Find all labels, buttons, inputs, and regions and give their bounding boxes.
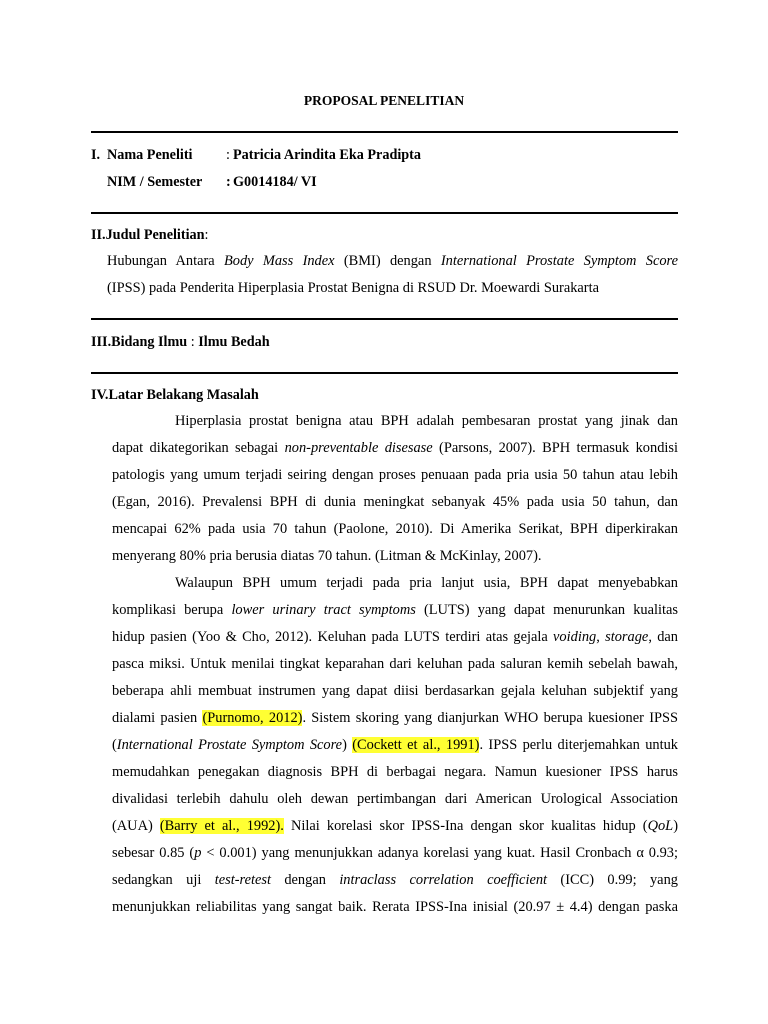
text-run-italic: International Prostate Symptom Score (440, 253, 678, 269)
text-run-italic: lower urinary tract symptoms (231, 602, 416, 618)
bidang-separator: : (187, 334, 199, 350)
paragraph-line: patologis yang umum terjadi seiring dengan proses penuaan pada pria usia 50 tahun atau lebih (112, 467, 678, 483)
text-run: , (596, 629, 606, 645)
text-run: Nilai korelasi skor IPSS-Ina dengan skor kualitas hidup ( (283, 818, 648, 834)
text-run: (Parsons, 2007). BPH termasuk kondisi (432, 440, 678, 456)
section-number: I. (91, 147, 101, 163)
paragraph-line (112, 845, 678, 862)
horizontal-rule (91, 372, 678, 374)
text-run: (AUA) (112, 818, 160, 834)
document-title: PROPOSAL PENELITIAN (303, 93, 465, 108)
bidang-value: Ilmu Bedah (198, 334, 270, 350)
text-run: dapat dikategorikan sebagai (112, 440, 285, 456)
text-run: , dan (648, 629, 678, 645)
text-run-italic: QoL (647, 818, 674, 834)
text-run: ( (112, 737, 117, 753)
paragraph-line: beberapa ahli membuat instrumen yang dapat diisi berdasarkan gejala keluhan subjektif yang (112, 683, 678, 699)
nim-separator: : (226, 174, 231, 190)
paragraph-line: divalidasi terlebih dahulu oleh dewan pertimbangan dari American Urological Association (112, 791, 678, 807)
paragraph-line: menyerang 80% pria berusia diatas 70 tahun. (Litman & McKinlay, 2007). (112, 548, 542, 564)
paragraph-line (112, 602, 678, 619)
paragraph-line: Walaupun BPH umum terjadi pada pria lanjut usia, BPH dapat menyebabkan (175, 575, 678, 591)
text-run-italic: p (194, 845, 202, 861)
judul-heading-colon: : (204, 227, 209, 243)
judul-heading (91, 227, 208, 244)
text-run: sedangkan uji (112, 872, 215, 888)
researcher-name-row (91, 147, 421, 164)
name-value: Patricia Arindita Eka Pradipta (233, 147, 421, 163)
judul-heading-text: II.Judul Penelitian (91, 227, 205, 243)
text-run: sebesar 0.85 ( (112, 845, 195, 861)
text-run-italic: voiding (553, 629, 597, 645)
highlighted-citation: (Purnomo, 2012) (202, 710, 303, 726)
highlighted-citation: (Cockett et al., 1991) (352, 737, 480, 753)
text-run-italic: intraclass correlation coefficient (339, 872, 548, 888)
paragraph-line (112, 629, 678, 646)
judul-line-2: (IPSS) pada Penderita Hiperplasia Prostat Benigna di RSUD Dr. Moewardi Surakarta (107, 280, 599, 296)
text-run: ) (673, 818, 678, 834)
paragraph-line: (Egan, 2016). Prevalensi BPH di dunia meningkat sebanyak 45% pada usia 50 tahun, dan (112, 494, 678, 510)
horizontal-rule (91, 131, 678, 133)
text-run: . Sistem skoring yang dianjurkan WHO berupa kuesioner IPSS (302, 710, 678, 726)
paragraph-line (112, 818, 678, 835)
text-run: hidup pasien (Yoo & Cho, 2012). Keluhan pada LUTS terdiri atas gejala (112, 629, 554, 645)
text-run-italic: test-retest (214, 872, 271, 888)
text-run: ) (342, 737, 353, 753)
paragraph-line (112, 710, 678, 727)
text-run-italic: International Prostate Symptom Score (116, 737, 343, 753)
text-run: . IPSS perlu diterjemahkan untuk (479, 737, 678, 753)
paragraph-line: pasca miksi. Untuk menilai tingkat keparahan dari keluhan pada saluran kemih sebelah bawah, (112, 656, 678, 672)
name-label: Nama Peneliti (107, 147, 193, 163)
horizontal-rule (91, 318, 678, 320)
paragraph-line: Hiperplasia prostat benigna atau BPH adalah pembesaran prostat yang jinak dan (175, 413, 678, 429)
paragraph-line: menunjukkan reliabilitas yang sangat baik. Rerata IPSS-Ina inisial (20.97 ± 4.4) dengan paska (112, 899, 678, 915)
nim-label: NIM / Semester (107, 174, 203, 190)
bidang-heading: III.Bidang Ilmu (91, 334, 188, 350)
text-run: (ICC) 0.99; yang (547, 872, 678, 888)
judul-line-1 (107, 253, 678, 270)
text-run-italic: non-preventable disesase (284, 440, 433, 456)
text-run: Hubungan Antara (107, 253, 224, 269)
text-run: < 0.001) yang menunjukkan adanya korelasi yang kuat. Hasil Cronbach α 0.93; (201, 845, 678, 861)
name-separator: : (226, 147, 230, 163)
paragraph-line: mencapai 62% pada usia 70 tahun (Paolone, 2010). Di Amerika Serikat, BPH diperkirakan (112, 521, 678, 537)
text-run-italic: Body Mass Index (223, 253, 335, 269)
text-run: (BMI) dengan (334, 253, 441, 269)
paragraph-line (112, 440, 678, 457)
text-run: komplikasi berupa (112, 602, 232, 618)
nim-value: G0014184/ VI (233, 174, 317, 190)
paragraph-line (112, 872, 678, 889)
bidang-row (91, 334, 270, 351)
text-run: dialami pasien (112, 710, 203, 726)
text-run: (LUTS) yang dapat menurunkan kualitas (415, 602, 678, 618)
highlighted-citation: (Barry et al., 1992). (159, 818, 284, 834)
horizontal-rule (91, 212, 678, 214)
paragraph-line (112, 737, 678, 754)
text-run: dengan (270, 872, 340, 888)
text-run-italic: storage (605, 629, 649, 645)
paragraph-line: memudahkan penegakan diagnosis BPH di berbagai negara. Namun kuesioner IPSS harus (112, 764, 678, 780)
latar-heading: IV.Latar Belakang Masalah (91, 387, 259, 403)
